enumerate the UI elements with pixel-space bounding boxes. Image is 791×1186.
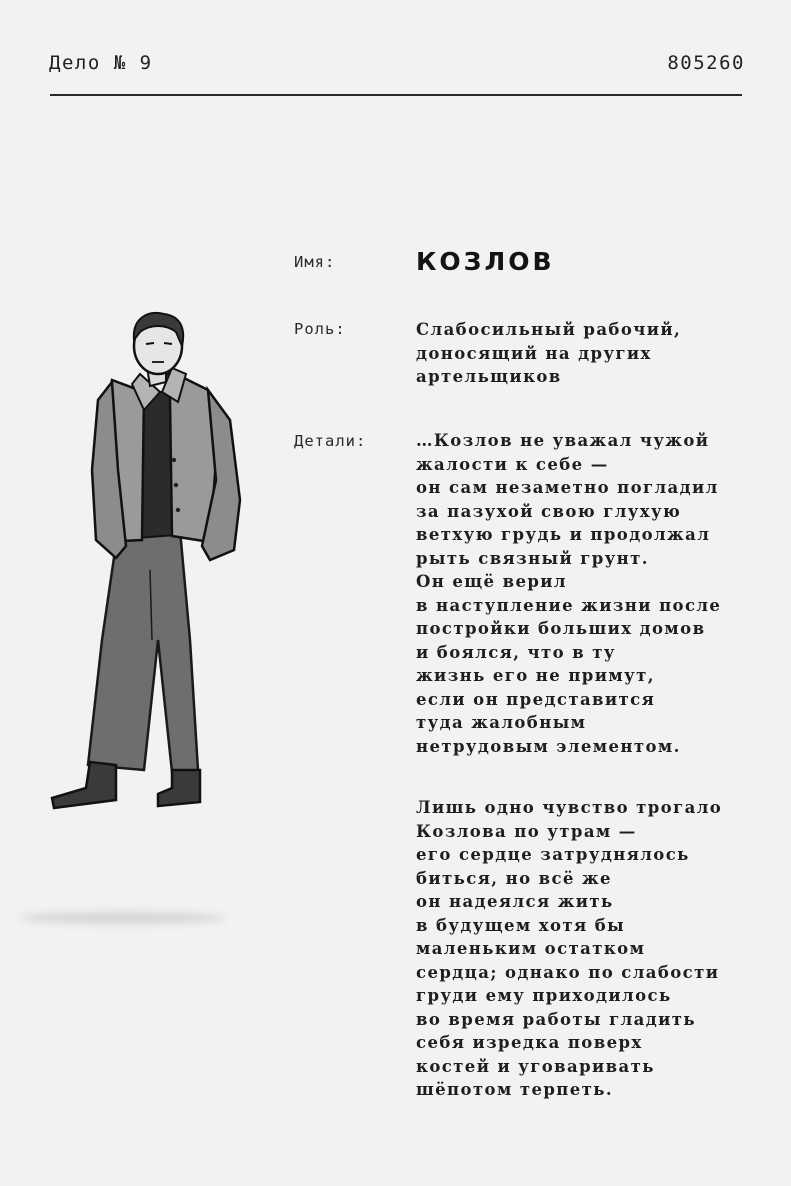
floor-shadow	[20, 912, 225, 924]
role-text: Слабосильный рабочий, доносящий на других артельщиков	[416, 320, 682, 386]
details-paragraph-1: …Козлов не уважал чужой жалости к себе — он сам незаметно погладил за пазухой свою глухую ветхую грудь и продолжал рыть связный грунт. Он ещё верил в наступление жизни после постройки больших домов и боялся, что в ту жизнь его не примут, если он представится туда жалобным нетрудовым элементом.	[416, 431, 722, 756]
details-paragraph-2: Лишь одно чувство трогало Козлова по утрам — его сердце затруднялось биться, но всё же он надеялся жить в будущем хотя бы маленьким остатком сердца; однако по слабости груди ему приходилось во время работы гладить себя изредка поверх костей и уговаривать шёпотом терпеть.	[416, 798, 723, 1099]
character-illustration	[40, 310, 260, 820]
name-label: Имя:	[294, 253, 336, 271]
header-divider	[50, 94, 742, 96]
case-title: Дело № 9	[49, 52, 153, 74]
role-label: Роль:	[294, 320, 346, 338]
case-number: 805260	[667, 52, 745, 74]
details-label: Детали:	[294, 432, 367, 450]
character-name: КОЗЛОВ	[416, 247, 555, 276]
